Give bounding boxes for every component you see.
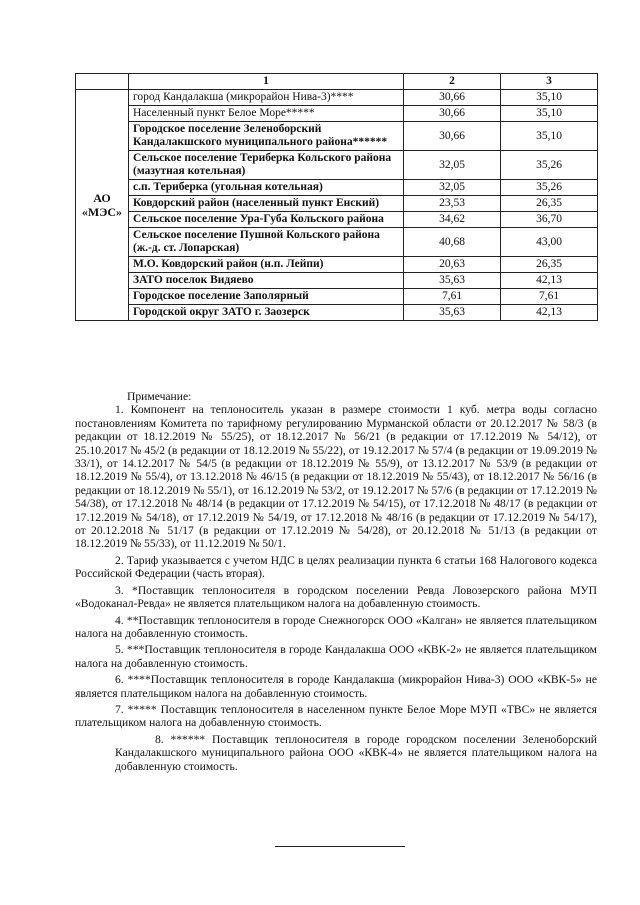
territory-name-cell: Городское поселение Заполярный	[129, 289, 404, 305]
table-row	[76, 106, 598, 122]
note-4: 4. **Поставщик теплоносителя в городе Снежногорск ООО «Калган» не является плательщиком налога на добавленную стоимость.	[75, 613, 597, 640]
table-header-row	[76, 74, 598, 90]
tariff-value-cell-2: 23,53	[404, 196, 501, 212]
tariff-value-cell-2: 34,62	[404, 212, 501, 228]
territory-name-cell: Сельское поселение Ура-Губа Кольского района	[129, 212, 404, 228]
note-5: 5. ***Поставщик теплоносителя в городе Кандалакша ООО «КВК-2» не является плательщиком налога на добавленную стоимость.	[75, 643, 597, 670]
tariff-value-cell-2: 30,66	[404, 122, 501, 151]
tariff-value-cell-3: 35,26	[501, 151, 598, 180]
note-7: 7. ***** Поставщик теплоносителя в населенном пункте Белое Море МУП «ТВС» не является плательщиком налога на добавленную стоимость.	[75, 702, 597, 730]
tariff-value-cell-3: 43,00	[501, 228, 598, 257]
tariff-value-cell-3: 36,70	[501, 212, 598, 228]
table-row	[76, 122, 598, 151]
territory-name-cell: Городское поселение Зеленоборский Кандалакшского муниципального района******	[129, 122, 404, 151]
tariff-value-cell-2: 35,63	[404, 273, 501, 289]
tariff-value-cell-2: 32,05	[404, 180, 501, 196]
territory-name-cell: Населенный пункт Белое Море*****	[129, 106, 404, 122]
table-row	[76, 289, 598, 305]
table-row	[76, 228, 598, 257]
tariff-value-cell-3: 26,35	[501, 257, 598, 273]
notes-section	[75, 390, 597, 773]
territory-name-cell: с.п. Териберка (угольная котельная)	[129, 180, 404, 196]
table-row	[76, 305, 598, 321]
territory-name-cell: Ковдорский район (населенный пункт Енский)	[129, 196, 404, 212]
header-cell-3: 3	[501, 74, 598, 90]
tariff-value-cell-2: 35,63	[404, 305, 501, 321]
table-row	[76, 196, 598, 212]
tariff-value-cell-2: 7,61	[404, 289, 501, 305]
header-cell-1: 1	[129, 74, 404, 90]
note-8: 8. ****** Поставщик теплоносителя в городе городском поселении Зеленоборский Кандалакшского муниципального района ООО «КВК-4» не является плательщиком налога на добавленную стоимость.	[115, 732, 597, 773]
tariff-value-cell-3: 35,10	[501, 122, 598, 151]
note-3: 3. *Поставщик теплоносителя в городском поселении Ревда Ловозерского района МУП «Водоканал-Ревда» не является плательщиком налога на добавленную стоимость.	[75, 583, 597, 611]
table-row	[76, 180, 598, 196]
closing-divider	[275, 846, 405, 847]
header-cell-empty	[76, 74, 129, 90]
tariff-value-cell-3: 42,13	[501, 273, 598, 289]
header-cell-2: 2	[404, 74, 501, 90]
note-6: 6. ****Поставщик теплоносителя в городе Кандалакша (микрорайон Нива-3) ООО «КВК-5» не является плательщиком налога на добавленную стоимость.	[75, 673, 597, 700]
territory-name-cell: ЗАТО поселок Видяево	[129, 273, 404, 289]
tariff-value-cell-2: 20,63	[404, 257, 501, 273]
tariff-value-cell-3: 35,10	[501, 106, 598, 122]
table-row	[76, 212, 598, 228]
note-2: 2. Тариф указывается с учетом НДС в целях реализации пункта 6 статьи 168 Налогового кодекса Российской Федерации (часть вторая).	[75, 553, 597, 581]
table-row	[76, 90, 598, 106]
territory-name-cell: Городской округ ЗАТО г. Заозерск	[129, 305, 404, 321]
territory-name-cell: М.О. Ковдорский район (н.п. Лейпи)	[129, 257, 404, 273]
table-row	[76, 273, 598, 289]
tariff-value-cell-3: 35,26	[501, 180, 598, 196]
table-row	[76, 151, 598, 180]
table-row	[76, 257, 598, 273]
note-1: 1. Компонент на теплоноситель указан в размере стоимости 1 куб. метра воды согласно постановлениям Комитета по тарифному регулированию Мурманской области от 20.12.2017 № 58/3 (в редакции от 18.12.2019 № 55/25), от 18.12.2017 № 56/21 (в редакции от 17.12.2019 № 54/12), от 25.10.2017 № 45/2 (в редакции от 18.12.2019 № 55/22), от 19.12.2017 № 57/4 (в редакции от 19.09.2019 № 33/1), от 14.12.2017 № 54/5 (в редакции от 18.12.2019 № 55/9), от 13.12.2017 № 53/9 (в редакции от 18.12.2019 № 55/4), от 13.12.2018 № 46/15 (в редакции от 18.12.2019 № 55/43), от 18.12.2017 № 56/16 (в редакции от 18.12.2019 № 55/1), от 16.12.2019 № 53/2, от 19.12.2017 № 57/6 (в редакции от 17.12.2019 № 54/38), от 17.12.2018 № 48/14 (в редакции от 17.12.2019 № 54/15), от 17.12.2018 № 48/17 (в редакции от 17.12.2019 № 54/18), от 17.12.2019 № 54/19, от 17.12.2018 № 48/16 (в редакции от 17.12.2019 № 54/17), от 20.12.2018 № 51/17 (в редакции от 17.12.2019 № 54/28), от 20.12.2018 № 51/13 (в редакции от 18.12.2019 № 55/33), от 11.12.2019 № 50/1.	[75, 403, 597, 551]
tariff-value-cell-2: 30,66	[404, 106, 501, 122]
tariff-value-cell-3: 7,61	[501, 289, 598, 305]
tariff-value-cell-3: 26,35	[501, 196, 598, 212]
territory-name-cell: Сельское поселение Пушной Кольского района (ж.-д. ст. Лопарская)	[129, 228, 404, 257]
territory-name-cell: город Кандалакша (микрорайон Нива-3)****	[129, 90, 404, 106]
tariff-value-cell-2: 30,66	[404, 90, 501, 106]
tariff-value-cell-2: 40,68	[404, 228, 501, 257]
tariff-table	[75, 73, 598, 321]
notes-title: Примечание:	[127, 390, 192, 403]
tariff-value-cell-2: 32,05	[404, 151, 501, 180]
tariff-value-cell-3: 42,13	[501, 305, 598, 321]
tariff-value-cell-3: 35,10	[501, 90, 598, 106]
organization-cell: АО «МЭС»	[76, 90, 129, 321]
territory-name-cell: Сельское поселение Териберка Кольского района (мазутная котельная)	[129, 151, 404, 180]
